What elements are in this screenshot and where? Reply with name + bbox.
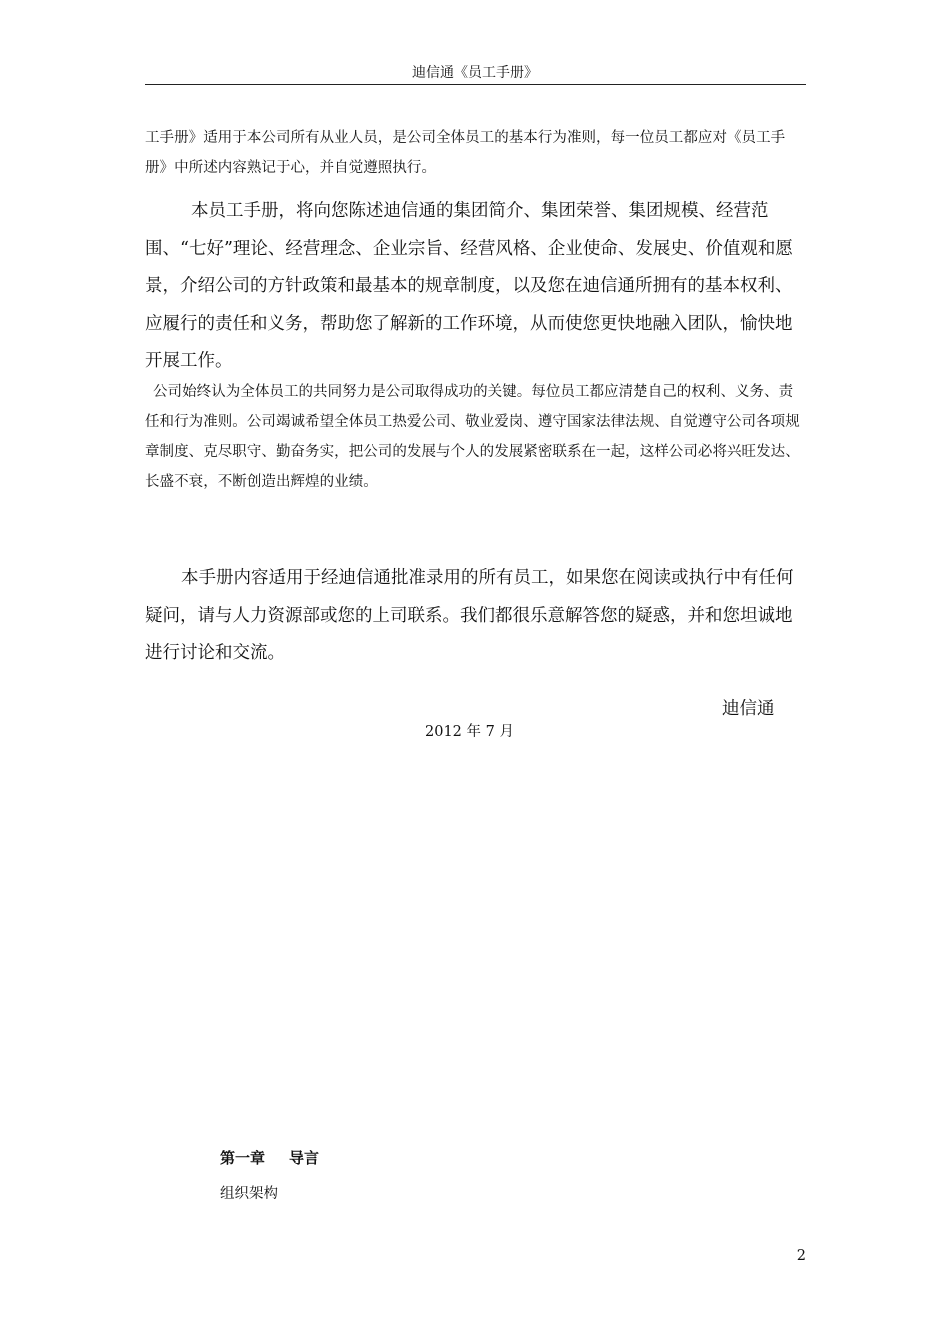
page-number: 2 (796, 1248, 806, 1264)
handbook-contents-paragraph: 本员工手册，将向您陈述迪信通的集团简介、集团荣誉、集团规模、经营范围、“七好”理论、经营理念、企业宗旨、经营风格、企业使命、发展史、价值观和愿景，介绍公司的方针政策和最基本的规章制度，以及您在迪信通所拥有的基本权利、应履行的责任和义务，帮助您了解新的工作环境，从而使您更快地融入团队，愉快地开展工作。 (145, 201, 793, 371)
chapter-name: 导言 (289, 1149, 320, 1167)
intro-paragraph-continued: 工手册》适用于本公司所有从业人员，是公司全体员工的基本行为准则，每一位员工都应对《员工手册》中所述内容熟记于心，并自觉遵照执行。 (145, 130, 786, 176)
chapter-number: 第一章 (220, 1149, 266, 1167)
scope-paragraph: 本手册内容适用于经迪信通批准录用的所有员工，如果您在阅读或执行中有任何疑问，请与人力资源部或您的上司联系。我们都很乐意解答您的疑惑，并和您坦诚地进行讨论和交流。 (145, 568, 794, 663)
company-belief-paragraph: 公司始终认为全体员工的共同努力是公司取得成功的关键。每位员工都应清楚自己的权利、义务、责任和行为准则。公司竭诚希望全体员工热爱公司、敬业爱岗、遵守国家法律法规、自觉遵守公司各项规章制度、克尽职守、勤奋务实，把公司的发展与个人的发展紧密联系在一起，这样公司必将兴旺发达、长盛不衰，不断创造出辉煌的业绩。 (145, 384, 800, 490)
page-header-title: 迪信通《员工手册》 (412, 65, 538, 81)
document-date: 2012 年 7 月 (425, 724, 514, 740)
header-divider (145, 84, 806, 85)
section-heading: 组织架构 (220, 1186, 278, 1202)
signature-company: 迪信通 (722, 699, 775, 719)
chapter-heading (220, 1146, 319, 1170)
